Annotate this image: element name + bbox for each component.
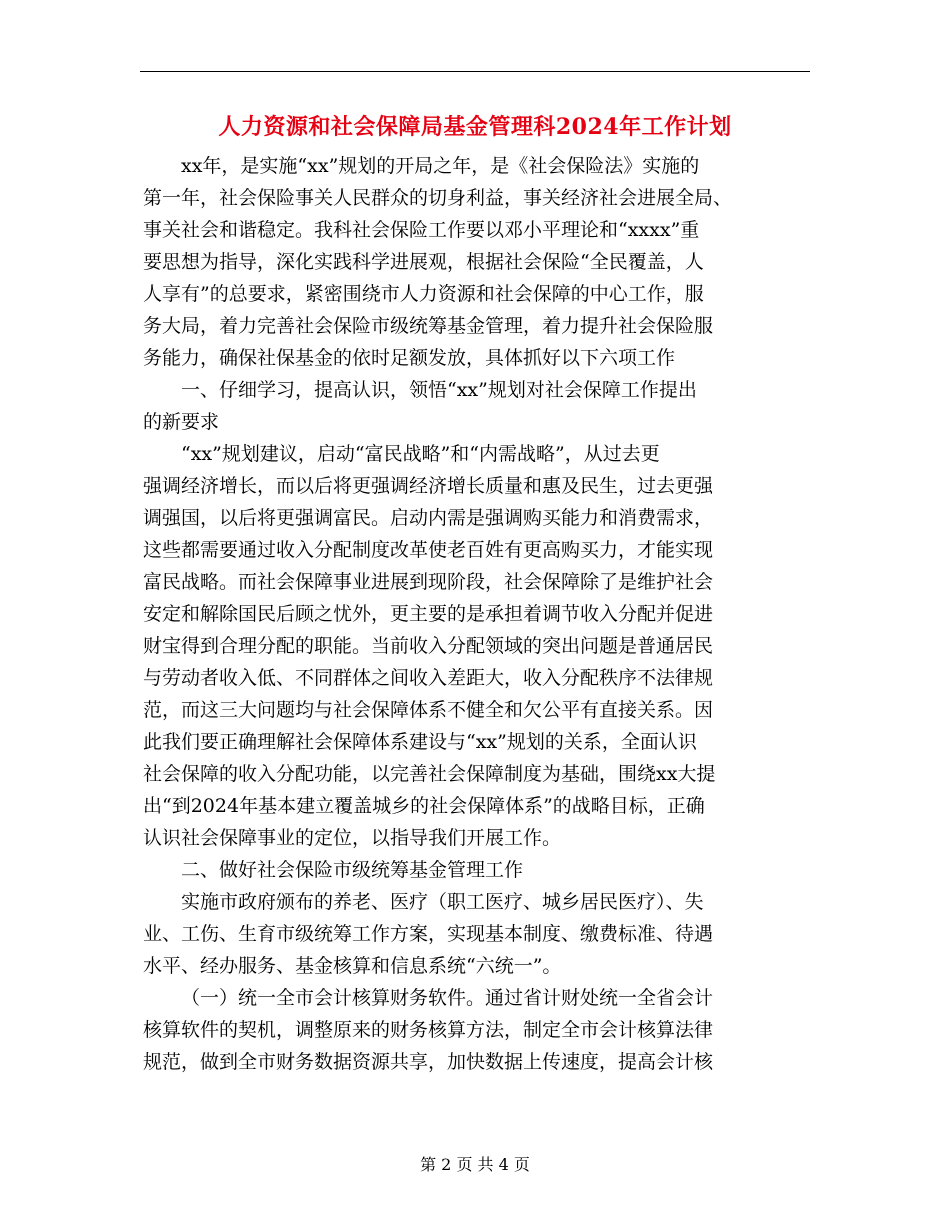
intro-paragraph: xx年，是实施“xx”规划的开局之年，是《社会保险法》实施的 第一年，社会保险事关人民群众的切身利益，事关经济社会进展全局、 事关社会和谐稳定。我科社会保险工作要以邓小平理论和“xxxx”重 要思想为指导，深化实践科学进展观，根据社会保险“全民覆盖，人 人享有”的总要求，紧密围绕市人力资源和社会保障的中心工作，服 务大局，着力完善社会保险市级统筹基金管理，着力提升社会保险服 务能力，确保社保基金的依时足额发放，具体抓好以下六项工作 (143, 155, 733, 369)
document-title: 人力资源和社会保障局基金管理科2024年工作计划 (218, 114, 732, 140)
subsection-one-paragraph: （一）统一全市会计核算财务软件。通过省计财处统一全省会计 核算软件的契机，调整原来的财务核算方法，制定全市会计核算法律 规范，做到全市财务数据资源共享，加快数据上传速度，提高会计核 (143, 987, 714, 1073)
header-rule (140, 71, 810, 72)
section-two-paragraph: 实施市政府颁布的养老、医疗（职工医疗、城乡居民医疗）、失 业、工伤、生育市级统筹工作方案，实现基本制度、缴费标准、待遇 水平、经办服务、基金核算和信息系统“六统一”。 (143, 891, 714, 977)
section-one-heading: 一、仔细学习，提高认识，领悟“xx”规划对社会保障工作提出 的新要求 (143, 379, 697, 433)
page-number: 第 2 页 共 4 页 (420, 1155, 530, 1174)
section-two-heading: 二、做好社会保险市级统筹基金管理工作 (181, 859, 524, 881)
section-one-paragraph: “xx”规划建议，启动“富民战略”和“内需战略”，从过去更 强调经济增长，而以后将更强调经济增长质量和惠及民生，过去更强 调强国，以后将更强调富民。启动内需是强调购买能力和消费需求， 这些都需要通过收入分配制度改革使老百姓有更高购买力，才能实现 富民战略。而社会保障事业进展到现阶段，社会保障除了是维护社会 安定和解除国民后顾之忧外，更主要的是承担着调节收入分配并促进 财宝得到合理分配的职能。当前收入分配领域的突出问题是普通居民 与劳动者收入低、不同群体之间收入差距大，收入分配秩序不法律规 范，而这三大问题均与社会保障体系不健全和欠公平有直接关系。因 此我们要正确理解社会保障体系建设与“xx”规划的关系，全面认识 社会保障的收入分配功能，以完善社会保障制度为基础，围绕xx大提 出“到2024年基本建立覆盖城乡的社会保障体系”的战略目标，正确 认识社会保障事业的定位，以指导我们开展工作。 (143, 443, 716, 849)
document-body (143, 150, 808, 1078)
